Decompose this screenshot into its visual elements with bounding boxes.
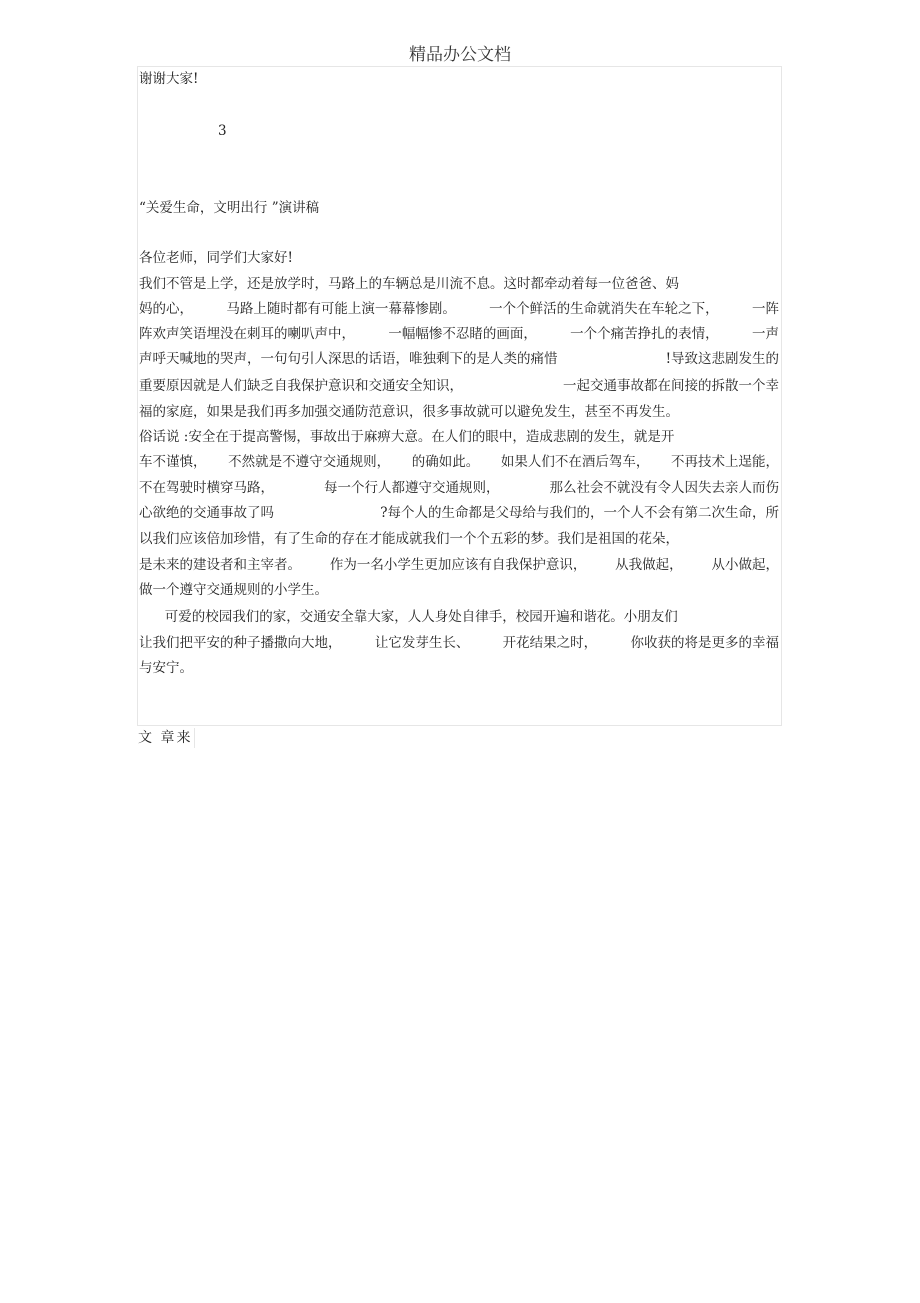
- body-line: [139, 556, 779, 574]
- body-line-segment: ?每个人的生命都是父母给与我们的，一个人不会有第二次生命，所: [380, 505, 779, 521]
- body-line-segment: 你收获的将是更多的幸福: [630, 635, 779, 651]
- body-line: [139, 453, 779, 471]
- body-line: [139, 350, 779, 368]
- body-line-segment: 不再技术上逞能，: [671, 454, 779, 470]
- body-line: [139, 403, 779, 421]
- body-line: [139, 634, 779, 652]
- body-line-segment: 从我做起，: [615, 557, 683, 573]
- body-line-segment: 心欲绝的交通事故了吗: [139, 505, 274, 521]
- content-frame: [137, 66, 782, 726]
- body-line-segment: 阵欢声笑语埋没在刺耳的喇叭声中，: [139, 326, 355, 342]
- body-line-segment: 福的家庭，如果是我们再多加强交通防范意识，很多事故就可以避免发生，甚至不再发生。: [139, 404, 679, 420]
- header-title: 精品办公文档: [407, 40, 513, 67]
- body-line-segment: 从小做起，: [711, 557, 779, 573]
- body-line: [139, 479, 779, 497]
- body-line-segment: 与安宁。: [139, 660, 193, 676]
- greeting: 各位老师，同学们大家好!: [139, 250, 293, 266]
- body-line: [139, 608, 779, 626]
- body-line-segment: 俗话说 :安全在于提高警惕，事故出于麻痹大意。在人们的眼中，造成悲剧的发生，就是开: [139, 429, 675, 445]
- body-line-segment: 作为一名小学生更加应该有自我保护意识，: [329, 557, 587, 573]
- body-line-segment: 以我们应该倍加珍惜，有了生命的存在才能成就我们一个个五彩的梦。我们是祖国的花朵，: [139, 531, 679, 547]
- body-line: [139, 300, 779, 318]
- body-line-segment: 妈的心，: [139, 301, 193, 317]
- body-line-segment: 重要原因就是人们缺乏自我保护意识和交通安全知识，: [139, 378, 463, 394]
- body-line-segment: 不在驾驶时横穿马路，: [139, 480, 274, 496]
- body-line-segment: !导致这悲剧发生的: [665, 351, 779, 367]
- body-line-segment: 车不谨慎，: [139, 454, 207, 470]
- body-line: [139, 659, 779, 677]
- body-line-segment: 做一个遵守交通规则的小学生。: [139, 582, 328, 598]
- body-line: [139, 428, 779, 446]
- body-line-segment: 一起交通事故都在间接的拆散一个幸: [563, 378, 779, 394]
- body-line-segment: 让它发芽生长、: [374, 635, 470, 651]
- body-line-segment: 让我们把平安的种子播撒向大地，: [139, 635, 342, 651]
- body-line: [139, 504, 779, 522]
- body-line-segment: 如果人们不在酒后驾车，: [500, 454, 650, 470]
- body-line-segment: 的确如此。: [411, 454, 480, 470]
- body-line-segment: 不然就是不遵守交通规则，: [228, 454, 391, 470]
- page-number: 3: [218, 123, 227, 139]
- body-line: [139, 275, 779, 293]
- body-line-segment: 一个个痛苦挣扎的表情，: [570, 326, 719, 342]
- body-line-segment: 一阵: [751, 301, 779, 317]
- body-line-segment: 我们不管是上学，还是放学时，马路上的车辆总是川流不息。这时都牵动着每一位爸爸、妈: [139, 276, 679, 292]
- body-line: [139, 377, 779, 395]
- body-line-segment: 一幅幅惨不忍睹的画面，: [388, 326, 537, 342]
- body-line-segment: 是未来的建设者和主宰者。: [139, 557, 301, 573]
- body-line: [139, 530, 779, 548]
- footer-label: 文 章来: [137, 728, 195, 748]
- doc-title: “关爱生命，文明出行 ”演讲稿: [139, 200, 320, 216]
- body-line: [139, 581, 779, 599]
- body-line-segment: 那么社会不就没有令人因失去亲人而伤: [549, 480, 779, 496]
- body-line-segment: 马路上随时都有可能上演一幕幕惨剧。: [226, 301, 456, 317]
- body-line-segment: 开花结果之时，: [502, 635, 598, 651]
- page-header: [0, 40, 920, 67]
- body-line-segment: 一声: [751, 326, 779, 342]
- body-line-segment: 可爱的校园我们的家，交通安全靠大家，人人身处自律手，校园开遍和谐花。小朋友们: [139, 609, 678, 625]
- body-line-segment: 声呼天喊地的哭声，一句句引人深思的话语，唯独剩下的是人类的痛惜: [139, 351, 558, 367]
- body-line-segment: 每一个行人都遵守交通规则，: [324, 480, 500, 496]
- body-line-segment: 一个个鲜活的生命就消失在车轮之下，: [489, 301, 719, 317]
- thanks-line: 谢谢大家!: [139, 71, 199, 87]
- body-line: [139, 325, 779, 343]
